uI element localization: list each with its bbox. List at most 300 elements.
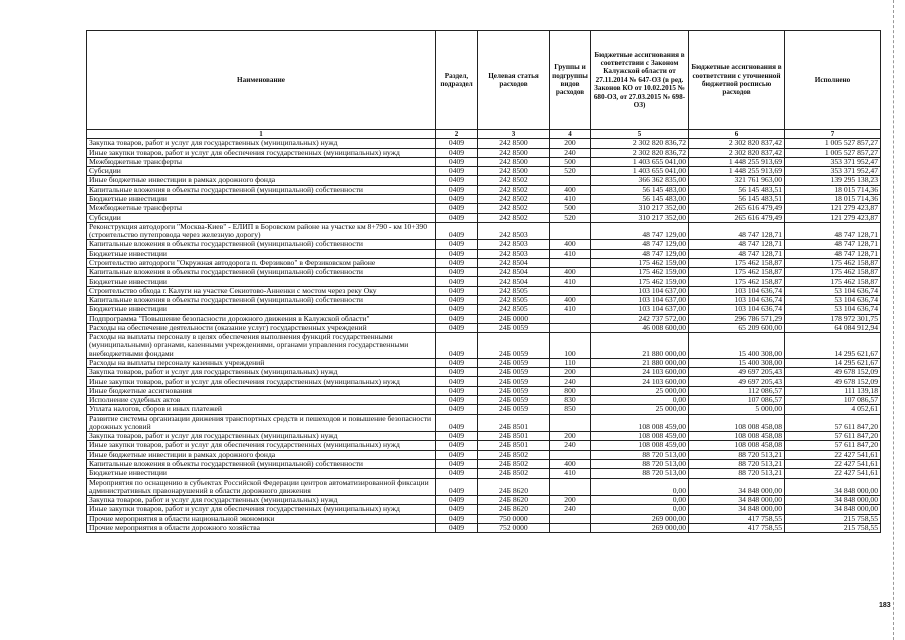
table-row bbox=[87, 441, 881, 450]
cell-name: Бюджетные инвестиции bbox=[87, 249, 436, 258]
cell-section: 0409 bbox=[436, 459, 478, 468]
cell-executed: 1 005 527 857,27 bbox=[785, 139, 881, 148]
table-row bbox=[87, 148, 881, 157]
cell-group bbox=[550, 222, 591, 239]
table-row bbox=[87, 377, 881, 386]
cell-assigned: 103 104 637,00 bbox=[591, 305, 689, 314]
cell-group: 520 bbox=[550, 213, 591, 222]
cell-name: Капитальные вложения в объекты государственной (муниципальной) собственности bbox=[87, 268, 436, 277]
cell-name: Капитальные вложения в объекты государственной (муниципальной) собственности bbox=[87, 240, 436, 249]
cell-target: 242 8502 bbox=[478, 194, 550, 203]
cell-name: Строительство автодороги "Окружная автодорога п. Ферзиково" в Ферзиковском районе bbox=[87, 258, 436, 267]
cell-refined: 88 720 513,21 bbox=[689, 469, 785, 478]
cell-group: 410 bbox=[550, 469, 591, 478]
cell-executed: 34 848 000,00 bbox=[785, 505, 881, 514]
table-row bbox=[87, 249, 881, 258]
column-number: 6 bbox=[689, 130, 785, 139]
cell-target: 24Б 8501 bbox=[478, 441, 550, 450]
cell-target: 24Б 8502 bbox=[478, 450, 550, 459]
cell-refined: 108 008 458,08 bbox=[689, 432, 785, 441]
cell-section: 0409 bbox=[436, 258, 478, 267]
cell-assigned: 1 403 655 041,00 bbox=[591, 167, 689, 176]
cell-section: 0409 bbox=[436, 358, 478, 367]
cell-target: 242 8502 bbox=[478, 204, 550, 213]
header-assigned: Бюджетные ассигнования в соответствии с Законом Калужской области от 27.11.2014 № 647-ОЗ (в ред. Законов КО от 10.02.2015 № 680-ОЗ, от 27.03.2015 № 698-ОЗ) bbox=[591, 31, 689, 130]
cell-target: 242 8500 bbox=[478, 139, 550, 148]
cell-name: Капитальные вложения в объекты государственной (муниципальной) собственности bbox=[87, 185, 436, 194]
cell-name: Закупка товаров, работ и услуг для государственных (муниципальных) нужд bbox=[87, 432, 436, 441]
table-row bbox=[87, 514, 881, 523]
cell-section: 0409 bbox=[436, 213, 478, 222]
cell-group: 800 bbox=[550, 386, 591, 395]
cell-group: 200 bbox=[550, 432, 591, 441]
cell-target: 242 8504 bbox=[478, 268, 550, 277]
cell-target: 24Б 0059 bbox=[478, 333, 550, 359]
cell-assigned: 1 403 655 041,00 bbox=[591, 157, 689, 166]
cell-target: 242 8500 bbox=[478, 157, 550, 166]
cell-group bbox=[550, 323, 591, 332]
cell-group: 100 bbox=[550, 333, 591, 359]
cell-group: 400 bbox=[550, 240, 591, 249]
cell-group: 240 bbox=[550, 148, 591, 157]
table-row bbox=[87, 240, 881, 249]
cell-group: 200 bbox=[550, 368, 591, 377]
cell-group: 410 bbox=[550, 194, 591, 203]
cell-group: 520 bbox=[550, 167, 591, 176]
cell-section: 0409 bbox=[436, 305, 478, 314]
cell-name: Бюджетные инвестиции bbox=[87, 469, 436, 478]
cell-executed: 49 678 152,09 bbox=[785, 377, 881, 386]
cell-section: 0409 bbox=[436, 377, 478, 386]
table-row bbox=[87, 185, 881, 194]
cell-target: 24Б 8502 bbox=[478, 469, 550, 478]
cell-section: 0409 bbox=[436, 204, 478, 213]
cell-assigned: 310 217 352,00 bbox=[591, 213, 689, 222]
cell-refined: 34 848 000,00 bbox=[689, 505, 785, 514]
cell-refined: 108 008 458,08 bbox=[689, 441, 785, 450]
cell-refined: 103 104 636,74 bbox=[689, 305, 785, 314]
cell-section: 0409 bbox=[436, 139, 478, 148]
cell-section: 0409 bbox=[436, 333, 478, 359]
cell-executed: 215 758,55 bbox=[785, 514, 881, 523]
cell-assigned: 0,00 bbox=[591, 495, 689, 504]
cell-section: 0409 bbox=[436, 268, 478, 277]
table-row bbox=[87, 277, 881, 286]
cell-section: 0409 bbox=[436, 432, 478, 441]
cell-name: Подпрограмма "Повышение безопасности дорожного движения в Калужской области" bbox=[87, 314, 436, 323]
cell-name: Закупка товаров, работ и услуг для государственных (муниципальных) нужд bbox=[87, 368, 436, 377]
cell-target: 242 8503 bbox=[478, 240, 550, 249]
cell-group: 400 bbox=[550, 268, 591, 277]
cell-executed: 4 052,61 bbox=[785, 405, 881, 414]
cell-assigned: 21 880 000,00 bbox=[591, 358, 689, 367]
cell-group: 240 bbox=[550, 377, 591, 386]
cell-assigned: 0,00 bbox=[591, 505, 689, 514]
cell-refined: 321 761 963,00 bbox=[689, 176, 785, 185]
cell-executed: 18 015 714,36 bbox=[785, 194, 881, 203]
cell-executed: 353 371 952,47 bbox=[785, 157, 881, 166]
cell-section: 0409 bbox=[436, 478, 478, 495]
cell-group: 830 bbox=[550, 396, 591, 405]
table-row bbox=[87, 523, 881, 532]
cell-assigned: 269 000,00 bbox=[591, 514, 689, 523]
cell-refined: 56 145 483,51 bbox=[689, 194, 785, 203]
cell-refined: 88 720 513,21 bbox=[689, 450, 785, 459]
cell-name: Прочие мероприятия в области национальной экономики bbox=[87, 514, 436, 523]
table-row bbox=[87, 432, 881, 441]
cell-target: 24Б 8620 bbox=[478, 505, 550, 514]
cell-name: Межбюджетные трансферты bbox=[87, 157, 436, 166]
cell-assigned: 366 362 835,00 bbox=[591, 176, 689, 185]
cell-executed: 175 462 158,87 bbox=[785, 258, 881, 267]
cell-target: 24Б 8502 bbox=[478, 459, 550, 468]
cell-section: 0409 bbox=[436, 396, 478, 405]
table-row bbox=[87, 268, 881, 277]
cell-assigned: 56 145 483,00 bbox=[591, 194, 689, 203]
cell-refined: 34 848 000,00 bbox=[689, 495, 785, 504]
cell-assigned: 25 000,00 bbox=[591, 386, 689, 395]
cell-name: Иные бюджетные инвестиции в рамках дорожного фонда bbox=[87, 450, 436, 459]
cell-group bbox=[550, 523, 591, 532]
cell-refined: 103 104 636,74 bbox=[689, 286, 785, 295]
budget-table bbox=[86, 30, 881, 533]
cell-refined: 56 145 483,51 bbox=[689, 185, 785, 194]
cell-name: Закупка товаров, работ и услуг для государственных (муниципальных) нужд bbox=[87, 139, 436, 148]
cell-executed: 121 279 423,87 bbox=[785, 204, 881, 213]
cell-name: Исполнение судебных актов bbox=[87, 396, 436, 405]
cell-target: 24Б 0059 bbox=[478, 377, 550, 386]
column-number: 3 bbox=[478, 130, 550, 139]
cell-section: 0409 bbox=[436, 514, 478, 523]
cell-section: 0409 bbox=[436, 495, 478, 504]
cell-refined: 65 209 600,00 bbox=[689, 323, 785, 332]
cell-target: 242 8504 bbox=[478, 258, 550, 267]
cell-refined: 48 747 128,71 bbox=[689, 249, 785, 258]
cell-name: Иные закупки товаров, работ и услуг для обеспечения государственных (муниципальных) нужд bbox=[87, 148, 436, 157]
header-refined: Бюджетные ассигнования в соответствии с уточненной бюджетной росписью расходов bbox=[689, 31, 785, 130]
cell-group bbox=[550, 258, 591, 267]
cell-target: 24Б 8620 bbox=[478, 495, 550, 504]
cell-section: 0409 bbox=[436, 148, 478, 157]
cell-assigned: 2 302 820 836,72 bbox=[591, 139, 689, 148]
cell-assigned: 48 747 129,00 bbox=[591, 249, 689, 258]
cell-group: 110 bbox=[550, 358, 591, 367]
cell-target: 24Б 0059 bbox=[478, 323, 550, 332]
cell-refined: 88 720 513,21 bbox=[689, 459, 785, 468]
column-numbers-row bbox=[87, 130, 881, 139]
cell-name: Закупка товаров, работ и услуг для государственных (муниципальных) нужд bbox=[87, 495, 436, 504]
cell-assigned: 88 720 513,00 bbox=[591, 469, 689, 478]
cell-section: 0409 bbox=[436, 414, 478, 431]
cell-section: 0409 bbox=[436, 523, 478, 532]
cell-refined: 1 448 255 913,69 bbox=[689, 157, 785, 166]
cell-section: 0409 bbox=[436, 323, 478, 332]
cell-refined: 34 848 000,00 bbox=[689, 478, 785, 495]
cell-name: Субсидии bbox=[87, 213, 436, 222]
table-row bbox=[87, 167, 881, 176]
cell-executed: 215 758,55 bbox=[785, 523, 881, 532]
header-group: Группы и подгруппы видов расходов bbox=[550, 31, 591, 130]
cell-name: Уплата налогов, сборов и иных платежей bbox=[87, 405, 436, 414]
cell-target: 24Б 0059 bbox=[478, 396, 550, 405]
column-number: 1 bbox=[87, 130, 436, 139]
header-executed: Исполнено bbox=[785, 31, 881, 130]
column-number: 5 bbox=[591, 130, 689, 139]
budget-table-sheet bbox=[86, 30, 880, 533]
cell-assigned: 242 737 572,00 bbox=[591, 314, 689, 323]
cell-refined: 175 462 158,87 bbox=[689, 268, 785, 277]
column-number: 7 bbox=[785, 130, 881, 139]
cell-name: Расходы на обеспечение деятельности (оказание услуг) государственных учреждений bbox=[87, 323, 436, 332]
cell-name: Иные бюджетные ассигнования bbox=[87, 386, 436, 395]
cell-group: 240 bbox=[550, 505, 591, 514]
cell-executed: 14 295 621,67 bbox=[785, 333, 881, 359]
cell-group bbox=[550, 514, 591, 523]
cell-assigned: 0,00 bbox=[591, 396, 689, 405]
cell-section: 0409 bbox=[436, 469, 478, 478]
table-header-row bbox=[87, 31, 881, 130]
cell-executed: 57 611 847,20 bbox=[785, 414, 881, 431]
cell-executed: 111 139,18 bbox=[785, 386, 881, 395]
cell-executed: 139 295 138,23 bbox=[785, 176, 881, 185]
cell-executed: 49 678 152,09 bbox=[785, 368, 881, 377]
cell-assigned: 88 720 513,00 bbox=[591, 450, 689, 459]
cell-name: Развитие системы организации движения транспортных средств и пешеходов и повышение безопасности дорожных условий bbox=[87, 414, 436, 431]
cell-name: Расходы на выплаты персоналу в целях обеспечения выполнения функций государственными (муниципальными) органами, казенными учреждениями, органами управления государственными внебюджетными фондами bbox=[87, 333, 436, 359]
cell-target: 24Б 8620 bbox=[478, 478, 550, 495]
table-row bbox=[87, 478, 881, 495]
cell-group: 240 bbox=[550, 441, 591, 450]
cell-assigned: 269 000,00 bbox=[591, 523, 689, 532]
cell-refined: 2 302 820 837,42 bbox=[689, 148, 785, 157]
table-row bbox=[87, 314, 881, 323]
cell-refined: 5 000,00 bbox=[689, 405, 785, 414]
cell-executed: 353 371 952,47 bbox=[785, 167, 881, 176]
cell-name: Субсидии bbox=[87, 167, 436, 176]
cell-executed: 1 005 527 857,27 bbox=[785, 148, 881, 157]
cell-section: 0409 bbox=[436, 194, 478, 203]
cell-section: 0409 bbox=[436, 441, 478, 450]
cell-assigned: 175 462 159,00 bbox=[591, 268, 689, 277]
cell-name: Бюджетные инвестиции bbox=[87, 305, 436, 314]
cell-name: Бюджетные инвестиции bbox=[87, 277, 436, 286]
cell-target: 242 8503 bbox=[478, 222, 550, 239]
cell-assigned: 175 462 159,00 bbox=[591, 277, 689, 286]
cell-refined: 15 400 308,00 bbox=[689, 333, 785, 359]
cell-name: Иные закупки товаров, работ и услуг для обеспечения государственных (муниципальных) нужд bbox=[87, 441, 436, 450]
cell-executed: 53 104 636,74 bbox=[785, 286, 881, 295]
cell-assigned: 46 008 600,00 bbox=[591, 323, 689, 332]
table-row bbox=[87, 358, 881, 367]
cell-assigned: 2 302 820 836,72 bbox=[591, 148, 689, 157]
cell-section: 0409 bbox=[436, 157, 478, 166]
cell-section: 0409 bbox=[436, 314, 478, 323]
cell-target: 24Б 0059 bbox=[478, 386, 550, 395]
cell-group: 400 bbox=[550, 296, 591, 305]
cell-section: 0409 bbox=[436, 277, 478, 286]
cell-refined: 417 758,55 bbox=[689, 523, 785, 532]
column-number: 4 bbox=[550, 130, 591, 139]
cell-target: 242 8500 bbox=[478, 167, 550, 176]
cell-refined: 48 747 128,71 bbox=[689, 222, 785, 239]
cell-executed: 57 611 847,20 bbox=[785, 441, 881, 450]
cell-group: 400 bbox=[550, 459, 591, 468]
cell-target: 752 0000 bbox=[478, 523, 550, 532]
page-edge-line bbox=[893, 0, 895, 640]
table-row bbox=[87, 296, 881, 305]
cell-assigned: 310 217 352,00 bbox=[591, 204, 689, 213]
cell-target: 24Б 0000 bbox=[478, 314, 550, 323]
cell-refined: 2 302 820 837,42 bbox=[689, 139, 785, 148]
cell-executed: 178 972 301,75 bbox=[785, 314, 881, 323]
cell-assigned: 24 103 600,00 bbox=[591, 377, 689, 386]
table-row bbox=[87, 157, 881, 166]
cell-name: Реконструкция автодороги "Москва-Киев" - ЕЛИП в Боровском районе на участке км 8+790 - км 10+390 (строительство путепровода через железную дорогу) bbox=[87, 222, 436, 239]
table-row bbox=[87, 194, 881, 203]
cell-assigned: 56 145 483,00 bbox=[591, 185, 689, 194]
cell-executed: 22 427 541,61 bbox=[785, 450, 881, 459]
cell-section: 0409 bbox=[436, 386, 478, 395]
table-row bbox=[87, 396, 881, 405]
cell-assigned: 88 720 513,00 bbox=[591, 459, 689, 468]
table-row bbox=[87, 405, 881, 414]
cell-assigned: 21 880 000,00 bbox=[591, 333, 689, 359]
cell-assigned: 175 462 159,00 bbox=[591, 258, 689, 267]
cell-executed: 175 462 158,87 bbox=[785, 277, 881, 286]
cell-executed: 22 427 541,61 bbox=[785, 469, 881, 478]
cell-target: 242 8502 bbox=[478, 176, 550, 185]
cell-group: 850 bbox=[550, 405, 591, 414]
header-name: Наименование bbox=[87, 31, 436, 130]
cell-target: 24Б 8501 bbox=[478, 414, 550, 431]
cell-refined: 175 462 158,87 bbox=[689, 277, 785, 286]
cell-target: 242 8505 bbox=[478, 305, 550, 314]
cell-executed: 107 086,57 bbox=[785, 396, 881, 405]
cell-executed: 53 104 636,74 bbox=[785, 305, 881, 314]
cell-group: 500 bbox=[550, 204, 591, 213]
table-row bbox=[87, 139, 881, 148]
page-number: 183 bbox=[879, 602, 891, 609]
cell-target: 24Б 0059 bbox=[478, 405, 550, 414]
cell-name: Бюджетные инвестиции bbox=[87, 194, 436, 203]
cell-assigned: 108 008 459,00 bbox=[591, 441, 689, 450]
cell-refined: 107 086,57 bbox=[689, 396, 785, 405]
cell-executed: 14 295 621,67 bbox=[785, 358, 881, 367]
cell-executed: 34 848 000,00 bbox=[785, 495, 881, 504]
table-row bbox=[87, 386, 881, 395]
cell-target: 750 0000 bbox=[478, 514, 550, 523]
cell-executed: 57 611 847,20 bbox=[785, 432, 881, 441]
cell-executed: 53 104 636,74 bbox=[785, 296, 881, 305]
cell-refined: 265 616 479,49 bbox=[689, 204, 785, 213]
cell-refined: 49 697 205,43 bbox=[689, 368, 785, 377]
cell-assigned: 103 104 637,00 bbox=[591, 286, 689, 295]
cell-assigned: 0,00 bbox=[591, 478, 689, 495]
table-row bbox=[87, 286, 881, 295]
cell-executed: 64 084 912,94 bbox=[785, 323, 881, 332]
cell-target: 242 8502 bbox=[478, 213, 550, 222]
cell-assigned: 48 747 129,00 bbox=[591, 240, 689, 249]
cell-target: 24Б 0059 bbox=[478, 368, 550, 377]
cell-name: Иные закупки товаров, работ и услуг для обеспечения государственных (муниципальных) нужд bbox=[87, 505, 436, 514]
cell-group bbox=[550, 478, 591, 495]
cell-executed: 48 747 128,71 bbox=[785, 249, 881, 258]
cell-section: 0409 bbox=[436, 249, 478, 258]
cell-section: 0409 bbox=[436, 405, 478, 414]
table-row bbox=[87, 414, 881, 431]
cell-refined: 15 400 308,00 bbox=[689, 358, 785, 367]
cell-target: 242 8505 bbox=[478, 286, 550, 295]
cell-refined: 1 448 255 913,69 bbox=[689, 167, 785, 176]
cell-name: Межбюджетные трансферты bbox=[87, 204, 436, 213]
cell-name: Иные бюджетные инвестиции в рамках дорожного фонда bbox=[87, 176, 436, 185]
table-row bbox=[87, 213, 881, 222]
header-section: Раздел, подраздел bbox=[436, 31, 478, 130]
table-row bbox=[87, 505, 881, 514]
cell-group: 200 bbox=[550, 139, 591, 148]
cell-group: 410 bbox=[550, 277, 591, 286]
cell-section: 0409 bbox=[436, 240, 478, 249]
cell-executed: 48 747 128,71 bbox=[785, 240, 881, 249]
table-row bbox=[87, 222, 881, 239]
cell-group bbox=[550, 450, 591, 459]
cell-refined: 296 786 571,29 bbox=[689, 314, 785, 323]
cell-target: 242 8502 bbox=[478, 185, 550, 194]
cell-group: 400 bbox=[550, 185, 591, 194]
table-row bbox=[87, 368, 881, 377]
cell-name: Иные закупки товаров, работ и услуг для обеспечения государственных (муниципальных) нужд bbox=[87, 377, 436, 386]
cell-executed: 175 462 158,87 bbox=[785, 268, 881, 277]
cell-target: 242 8505 bbox=[478, 296, 550, 305]
cell-section: 0409 bbox=[436, 368, 478, 377]
cell-assigned: 25 000,00 bbox=[591, 405, 689, 414]
table-body bbox=[87, 139, 881, 533]
cell-group: 500 bbox=[550, 157, 591, 166]
cell-group: 200 bbox=[550, 495, 591, 504]
table-row bbox=[87, 305, 881, 314]
table-row bbox=[87, 258, 881, 267]
cell-assigned: 24 103 600,00 bbox=[591, 368, 689, 377]
cell-name: Строительство обхода г. Калуги на участке Секиотово-Анненки с мостом через реку Оку bbox=[87, 286, 436, 295]
cell-executed: 34 848 000,00 bbox=[785, 478, 881, 495]
header-target: Целевая статья расходов bbox=[478, 31, 550, 130]
cell-section: 0409 bbox=[436, 286, 478, 295]
column-number: 2 bbox=[436, 130, 478, 139]
cell-group bbox=[550, 286, 591, 295]
cell-assigned: 103 104 637,00 bbox=[591, 296, 689, 305]
cell-assigned: 48 747 129,00 bbox=[591, 222, 689, 239]
cell-refined: 49 697 205,43 bbox=[689, 377, 785, 386]
cell-assigned: 108 008 459,00 bbox=[591, 432, 689, 441]
cell-name: Капитальные вложения в объекты государственной (муниципальной) собственности bbox=[87, 459, 436, 468]
cell-target: 24Б 0059 bbox=[478, 358, 550, 367]
cell-group bbox=[550, 414, 591, 431]
cell-executed: 48 747 128,71 bbox=[785, 222, 881, 239]
cell-target: 24Б 8501 bbox=[478, 432, 550, 441]
cell-section: 0409 bbox=[436, 450, 478, 459]
cell-refined: 175 462 158,87 bbox=[689, 258, 785, 267]
cell-refined: 417 758,55 bbox=[689, 514, 785, 523]
table-row bbox=[87, 204, 881, 213]
cell-name: Прочие мероприятия в области дорожного хозяйства bbox=[87, 523, 436, 532]
cell-group: 410 bbox=[550, 249, 591, 258]
cell-name: Капитальные вложения в объекты государственной (муниципальной) собственности bbox=[87, 296, 436, 305]
cell-target: 242 8500 bbox=[478, 148, 550, 157]
cell-refined: 265 616 479,49 bbox=[689, 213, 785, 222]
table-row bbox=[87, 323, 881, 332]
cell-name: Мероприятия по оснащению в субъектах Российской Федерации центров автоматизированной фиксации административных правонарушений в области дорожного движения bbox=[87, 478, 436, 495]
cell-section: 0409 bbox=[436, 176, 478, 185]
